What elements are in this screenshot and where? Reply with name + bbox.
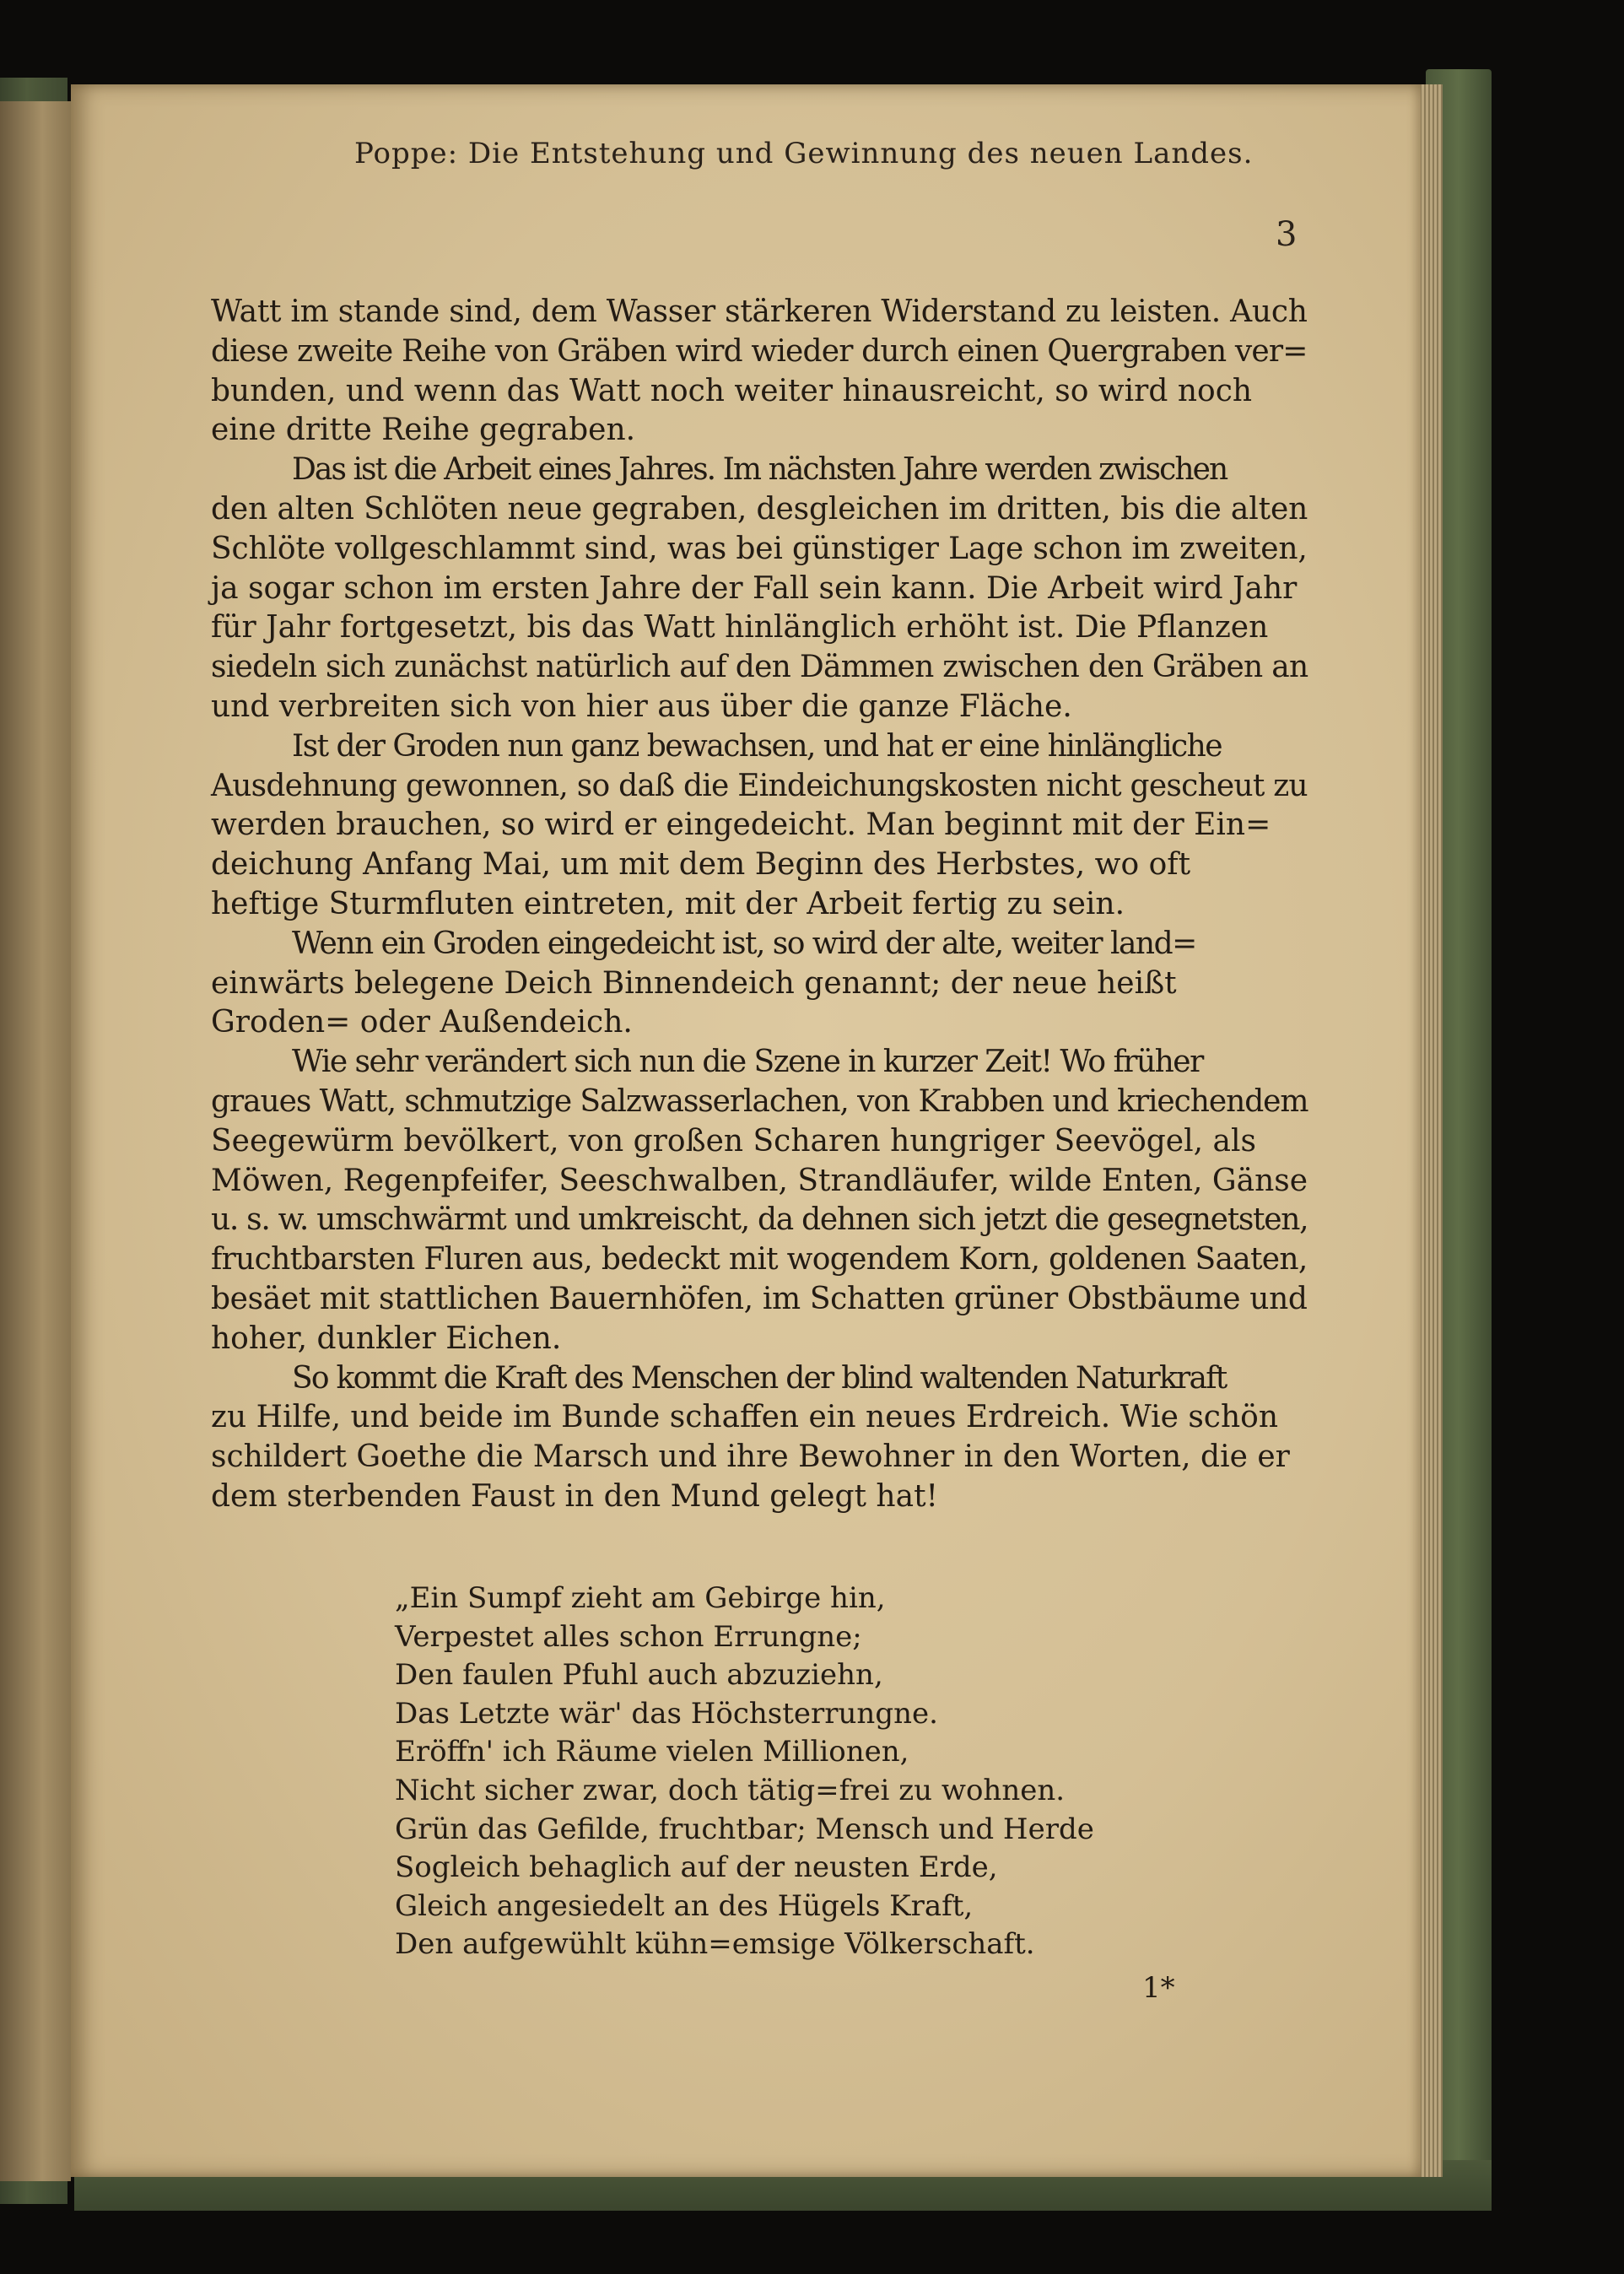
- text-line: Möwen, Regenpfeifer, Seeschwalben, Strandläufer, wilde Enten, Gänse: [211, 1163, 1308, 1198]
- verse-line: Grün das Gefilde, fruchtbar; Mensch und Herde: [395, 1812, 1094, 1846]
- text-line: So kommt die Kraft des Menschen der blind waltenden Naturkraft: [292, 1360, 1227, 1396]
- running-header: Poppe: Die Entstehung und Gewinnung des neuen Landes.: [354, 137, 1254, 170]
- text-line: siedeln sich zunächst natürlich auf den Dämmen zwischen den Gräben an: [211, 650, 1308, 685]
- text-line: werden brauchen, so wird er eingedeicht. Man beginnt mit der Ein=: [211, 808, 1271, 843]
- text-line: ja sogar schon im ersten Jahre der Fall sein kann. Die Arbeit wird Jahr: [211, 570, 1298, 606]
- verse-line: Nicht sicher zwar, doch tätig=frei zu wohnen.: [395, 1773, 1066, 1807]
- signature-mark: 1*: [1142, 1971, 1175, 2005]
- verse-line: Das Letzte wär' das Höchsterrungne.: [395, 1696, 938, 1731]
- text-line: deichung Anfang Mai, um mit dem Beginn des Herbstes, wo oft: [211, 847, 1191, 883]
- paragraph: [211, 1043, 1308, 1358]
- verse-line: Sogleich behaglich auf der neusten Erde,: [395, 1850, 998, 1885]
- left-page-edge: [0, 101, 71, 2181]
- paragraph: [211, 727, 1308, 925]
- verse-line: „Ein Sumpf zieht am Gebirge hin,: [395, 1581, 886, 1615]
- text-line: graues Watt, schmutzige Salzwasserlachen, von Krabben und kriechendem: [211, 1083, 1308, 1119]
- body-text: [211, 293, 1308, 1517]
- text-line: schildert Goethe die Marsch und ihre Bewohner in den Worten, die er: [211, 1439, 1290, 1475]
- verse-line: Eröffn' ich Räume vielen Millionen,: [395, 1735, 909, 1769]
- text-line: Schlöte vollgeschlammt sind, was bei günstiger Lage schon im zweiten,: [211, 531, 1308, 566]
- text-line: Groden= oder Außendeich.: [211, 1005, 633, 1040]
- text-line: für Jahr fortgesetzt, bis das Watt hinlänglich erhöht ist. Die Pflanzen: [211, 610, 1269, 645]
- text-line: und verbreiten sich von hier aus über die ganze Fläche.: [211, 689, 1072, 724]
- text-line: einwärts belegene Deich Binnendeich genannt; der neue heißt: [211, 965, 1177, 1001]
- text-line: bunden, und wenn das Watt noch weiter hinausreicht, so wird noch: [211, 373, 1253, 408]
- verse-line: Verpestet alles schon Errungne;: [395, 1619, 862, 1654]
- paragraph: [211, 1359, 1308, 1517]
- text-line: den alten Schlöten neue gegraben, desgleichen im dritten, bis die alten: [211, 491, 1308, 527]
- text-line: Wenn ein Groden eingedeicht ist, so wird der alte, weiter land=: [292, 926, 1196, 961]
- text-line: zu Hilfe, und beide im Bunde schaffen ein neues Erdreich. Wie schön: [211, 1400, 1279, 1435]
- text-line: Wie sehr verändert sich nun die Szene in kurzer Zeit! Wo früher: [292, 1045, 1203, 1080]
- text-line: Seegewürm bevölkert, von großen Scharen hungriger Seevögel, als: [211, 1123, 1256, 1159]
- verse-line: Den faulen Pfuhl auch abzuziehn,: [395, 1658, 883, 1693]
- text-line: dem sterbenden Faust in den Mund gelegt hat!: [211, 1478, 939, 1514]
- verse-quote: [395, 1580, 1196, 1964]
- text-line: hoher, dunkler Eichen.: [211, 1321, 562, 1356]
- text-line: Ist der Groden nun ganz bewachsen, und hat er eine hinlängliche: [292, 728, 1222, 764]
- text-line: eine dritte Reihe gegraben.: [211, 413, 636, 448]
- verse-line: Den aufgewühlt kühn=emsige Völkerschaft.: [395, 1927, 1035, 1962]
- paragraph: [211, 925, 1308, 1043]
- text-line: Ausdehnung gewonnen, so daß die Eindeichungskosten nicht gescheut zu: [211, 768, 1308, 803]
- verse-line: Gleich angesiedelt an des Hügels Kraft,: [395, 1888, 974, 1923]
- page-number: 3: [1276, 215, 1298, 254]
- text-line: Watt im stande sind, dem Wasser stärkeren Widerstand zu leisten. Auch: [211, 294, 1308, 329]
- text-line: u. s. w. umschwärmt und umkreischt, da dehnen sich jetzt die gesegnetsten,: [211, 1202, 1308, 1238]
- text-line: fruchtbarsten Fluren aus, bedeckt mit wogendem Korn, goldenen Saaten,: [211, 1242, 1308, 1277]
- text-line: heftige Sturmfluten eintreten, mit der Arbeit fertig zu sein.: [211, 886, 1125, 921]
- text-line: besäet mit stattlichen Bauernhöfen, im Schatten grüner Obstbäume und: [211, 1281, 1308, 1316]
- text-line: Das ist die Arbeit eines Jahres. Im nächsten Jahre werden zwischen: [292, 452, 1227, 488]
- paragraph: [211, 293, 1308, 451]
- text-line: diese zweite Reihe von Gräben wird wieder durch einen Quergraben ver=: [211, 333, 1308, 369]
- paragraph: [211, 451, 1308, 727]
